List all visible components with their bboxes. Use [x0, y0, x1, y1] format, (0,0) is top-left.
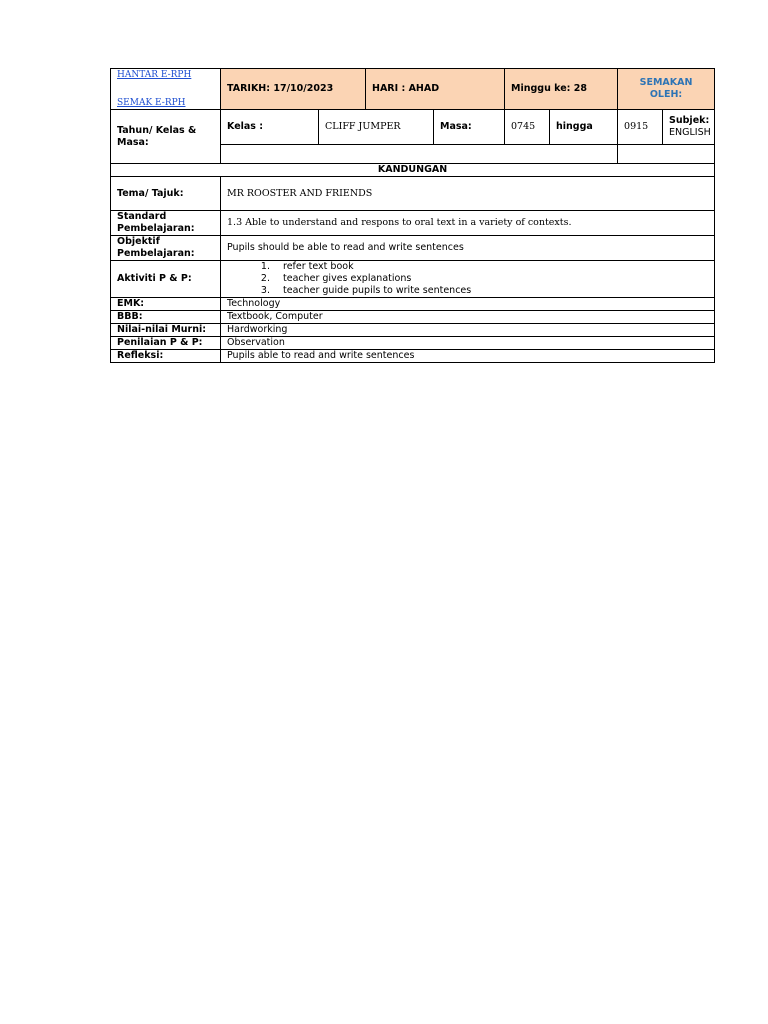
rph-table	[110, 68, 715, 363]
nilai-value: Hardworking	[221, 324, 715, 337]
hari-cell: HARI : AHAD	[366, 69, 505, 110]
tema-value: MR ROOSTER AND FRIENDS	[221, 177, 715, 211]
minggu-cell: Minggu ke: 28	[505, 69, 618, 110]
standard-label: Standard Pembelajaran:	[111, 211, 221, 236]
bbb-label: BBB:	[111, 311, 221, 324]
tahun-kelas-masa-label: Tahun/ Kelas & Masa:	[111, 110, 221, 164]
hingga-label: hingga	[550, 110, 618, 145]
masa-start: 0745	[505, 110, 550, 145]
semakan-oleh-cell: SEMAKAN OLEH:	[618, 69, 715, 110]
hantar-erph-link[interactable]: HANTAR E-RPH	[117, 70, 192, 80]
objektif-value: Pupils should be able to read and write sentences	[221, 236, 715, 261]
link-cell	[111, 69, 221, 110]
emk-label: EMK:	[111, 298, 221, 311]
kelas-value: CLIFF JUMPER	[319, 110, 434, 145]
masa-end: 0915	[618, 110, 663, 145]
standard-value: 1.3 Able to understand and respons to oral text in a variety of contexts.	[221, 211, 715, 236]
semak-erph-link[interactable]: SEMAK E-RPH	[117, 98, 186, 108]
refleksi-label: Refleksi:	[111, 350, 221, 363]
objektif-label: Objektif Pembelajaran:	[111, 236, 221, 261]
refleksi-value: Pupils able to read and write sentences	[221, 350, 715, 363]
subjek-value: ENGLISH	[669, 127, 711, 138]
empty-cell-right	[618, 145, 715, 164]
list-item: 1. refer text book	[273, 261, 708, 273]
tarikh-cell: TARIKH: 17/10/2023	[221, 69, 366, 110]
masa-label: Masa:	[434, 110, 505, 145]
empty-cell	[221, 145, 618, 164]
list-item: 3. teacher guide pupils to write sentences	[273, 285, 708, 297]
subjek-cell	[663, 110, 715, 145]
nilai-label: Nilai-nilai Murni:	[111, 324, 221, 337]
bbb-value: Textbook, Computer	[221, 311, 715, 324]
aktiviti-value	[221, 261, 715, 298]
kelas-label: Kelas :	[221, 110, 319, 145]
list-item: 2. teacher gives explanations	[273, 273, 708, 285]
penilaian-label: Penilaian P & P:	[111, 337, 221, 350]
kandungan-heading: KANDUNGAN	[111, 164, 715, 177]
aktiviti-label: Aktiviti P & P:	[111, 261, 221, 298]
penilaian-value: Observation	[221, 337, 715, 350]
aktiviti-list	[227, 261, 708, 297]
subjek-label: Subjek:	[669, 115, 710, 126]
emk-value: Technology	[221, 298, 715, 311]
tema-label: Tema/ Tajuk:	[111, 177, 221, 211]
